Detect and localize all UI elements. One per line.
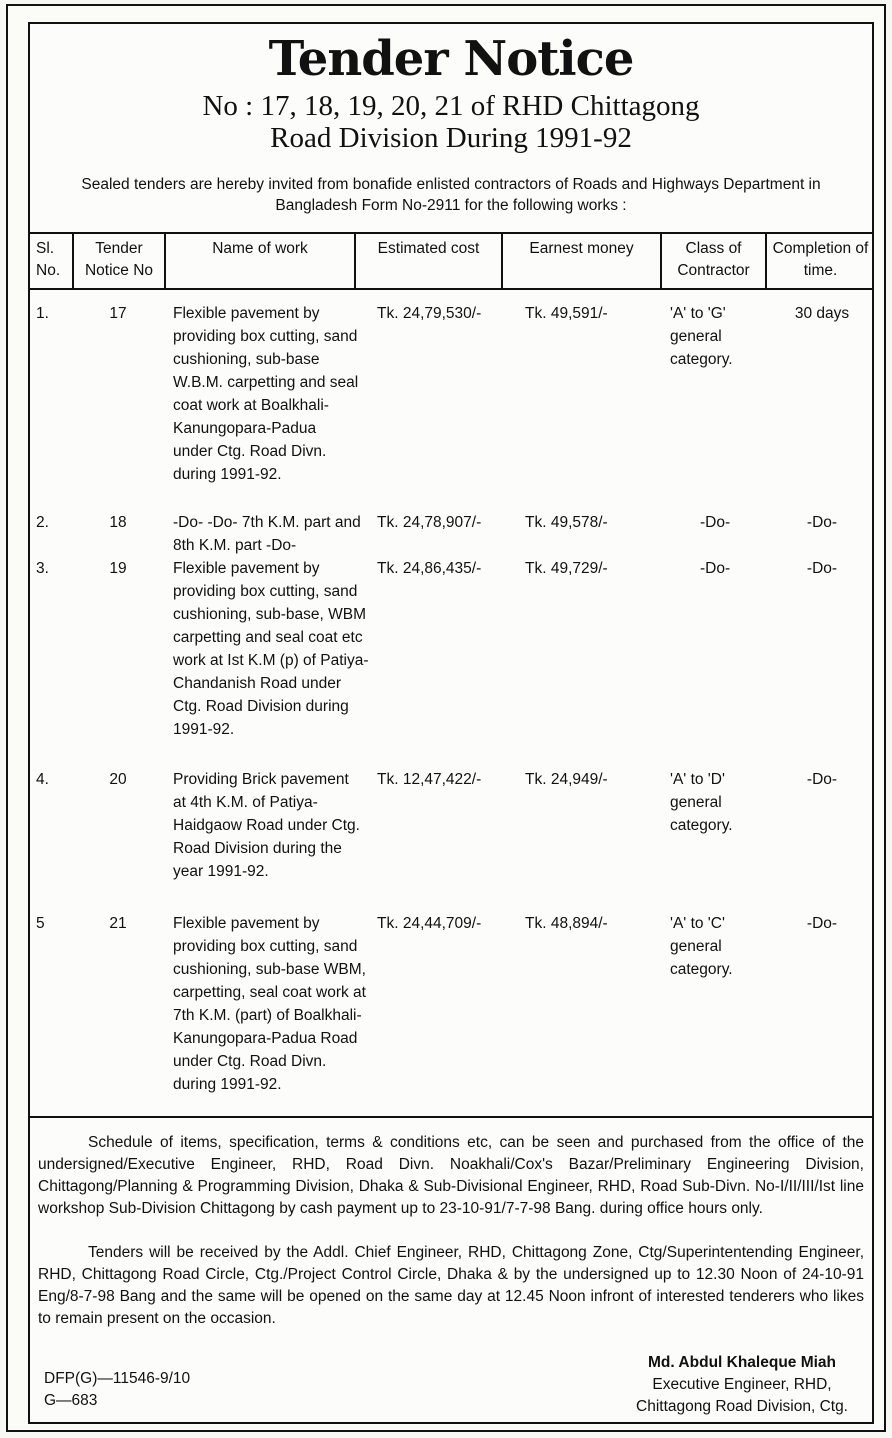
notice-subtitle-line1: No : 17, 18, 19, 20, 21 of RHD Chittagong bbox=[202, 90, 700, 122]
col-divider bbox=[354, 234, 356, 290]
row1-name-of-work: Flexible pavement by providing box cutting, sand cushioning, sub-base W.B.M. carpetting and seal coat work at Boalkhali-Kanungopara-Padua under Ctg. Road Divn. during 1991-92. bbox=[173, 305, 359, 483]
signatory-office: Chittagong Road Division, Ctg. bbox=[636, 1398, 848, 1415]
reference-g: G—683 bbox=[44, 1392, 98, 1409]
header-name-of-work: Name of work bbox=[212, 240, 308, 257]
reference-numbers bbox=[44, 1368, 190, 1412]
row3-estimated-cost: Tk. 24,86,435/- bbox=[377, 560, 482, 577]
row3-name-of-work: Flexible pavement by providing box cutting, sand cushioning, sub-base, WBM carpetting and seal coat etc work at Ist K.M (p) of Patiya-Chandanish Road under Ctg. Road Division during 1991-92. bbox=[173, 560, 369, 738]
footer-paragraph-receipt: Tenders will be received by the Addl. Chief Engineer, RHD, Chittagong Zone, Ctg/Superintentending Engineer, RHD, Chittagong Road Circle, Ctg./Project Control Circle, Dhaka & by the undersigned up to 12.30 Noon of 24-10-91 Eng/8-7-98 Bang and the same will be opened on the same day at 12.45 Noon infront of interested tenderers who likes to remain present on the occasion. bbox=[38, 1244, 864, 1327]
row2-class: -Do- bbox=[700, 514, 731, 531]
header-completion-time: Completion of time. bbox=[772, 240, 869, 279]
row4-sl: 4. bbox=[36, 771, 49, 788]
notice-intro: Sealed tenders are hereby invited from bonafide enlisted contractors of Roads and Highways Department in Bangladesh Form No-2911 for the following works : bbox=[81, 176, 821, 214]
row1-completion: 30 days bbox=[794, 305, 850, 322]
row2-estimated-cost: Tk. 24,78,907/- bbox=[377, 514, 482, 531]
row3-completion: -Do- bbox=[806, 560, 838, 577]
row5-completion: -Do- bbox=[806, 915, 838, 932]
table-top-rule bbox=[30, 232, 872, 234]
header-class-of-contractor: Class of Contractor bbox=[677, 240, 750, 279]
row2-completion: -Do- bbox=[806, 514, 838, 531]
row5-name-of-work: Flexible pavement by providing box cutting, sand cushioning, sub-base WBM, carpetting, seal coat work at 7th K.M. (part) of Boalkhali-Kanungopara-Padua Road under Ctg. Road Divn. during 1991-92. bbox=[173, 915, 366, 1093]
row2-name-of-work: -Do- -Do- 7th K.M. part and 8th K.M. part -Do- bbox=[173, 514, 361, 554]
footer-paragraph-schedule: Schedule of items, specification, terms & conditions etc, can be seen and purchased from the office of the undersigned/Executive Engineer, RHD, Road Divn. Noakhali/Cox's Bazar/Preliminary Engineering Division, Chittagong/Planning & Programming Division, Dhaka & Sub-Divisional Engineer, RHD, Road Sub-Divn. No-I/II/III/Ist line workshop Sub-Division Chittagong by cash payment up to 23-10-91/7-7-98 Bang. during office hours only. bbox=[38, 1134, 864, 1217]
row5-earnest-money: Tk. 48,894/- bbox=[525, 915, 608, 932]
row4-name-of-work: Providing Brick pavement at 4th K.M. of Patiya-Haidgaow Road under Ctg. Road Division during the year 1991-92. bbox=[173, 771, 360, 880]
row3-earnest-money: Tk. 49,729/- bbox=[525, 560, 608, 577]
col-divider bbox=[164, 234, 166, 290]
row4-tender-no: 20 bbox=[109, 771, 127, 788]
row5-sl: 5 bbox=[36, 915, 45, 932]
row4-class: 'A' to 'D' general category. bbox=[670, 771, 733, 834]
notice-subtitle-line2: Road Division During 1991-92 bbox=[270, 122, 632, 154]
notice-title: Tender Notice bbox=[268, 31, 634, 87]
header-estimated-cost: Estimated cost bbox=[377, 240, 480, 257]
col-divider bbox=[660, 234, 662, 290]
header-tender-notice-no: Tender Notice No bbox=[84, 240, 154, 279]
row3-sl: 3. bbox=[36, 560, 49, 577]
row5-class: 'A' to 'C' general category. bbox=[670, 915, 733, 978]
row1-class: 'A' to 'G' general category. bbox=[670, 305, 733, 368]
row3-class: -Do- bbox=[700, 560, 731, 577]
header-earnest-money: Earnest money bbox=[529, 240, 634, 257]
col-divider bbox=[765, 234, 767, 290]
row4-estimated-cost: Tk. 12,47,422/- bbox=[377, 771, 482, 788]
signatory-name: Md. Abdul Khaleque Miah bbox=[648, 1354, 837, 1371]
tender-notice-box bbox=[28, 22, 874, 1424]
row1-earnest-money: Tk. 49,591/- bbox=[525, 305, 608, 322]
row2-earnest-money: Tk. 49,578/- bbox=[525, 514, 608, 531]
row3-tender-no: 19 bbox=[109, 560, 127, 577]
col-divider bbox=[501, 234, 503, 290]
table-bottom-rule bbox=[30, 1116, 872, 1118]
signatory-title: Executive Engineer, RHD, bbox=[652, 1376, 832, 1393]
row1-estimated-cost: Tk. 24,79,530/- bbox=[377, 305, 482, 322]
reference-dfp: DFP(G)—11546-9/10 bbox=[44, 1370, 191, 1387]
row4-earnest-money: Tk. 24,949/- bbox=[525, 771, 608, 788]
row2-sl: 2. bbox=[36, 514, 49, 531]
row5-tender-no: 21 bbox=[109, 915, 127, 932]
row5-estimated-cost: Tk. 24,44,709/- bbox=[377, 915, 482, 932]
outer-frame bbox=[6, 4, 886, 1432]
row2-tender-no: 18 bbox=[109, 514, 127, 531]
header-sl-no: Sl. No. bbox=[36, 240, 61, 279]
row1-sl: 1. bbox=[36, 305, 49, 322]
table-header-rule bbox=[30, 288, 872, 290]
signature-block bbox=[636, 1352, 848, 1418]
row4-completion: -Do- bbox=[806, 771, 838, 788]
row1-tender-no: 17 bbox=[109, 305, 127, 322]
